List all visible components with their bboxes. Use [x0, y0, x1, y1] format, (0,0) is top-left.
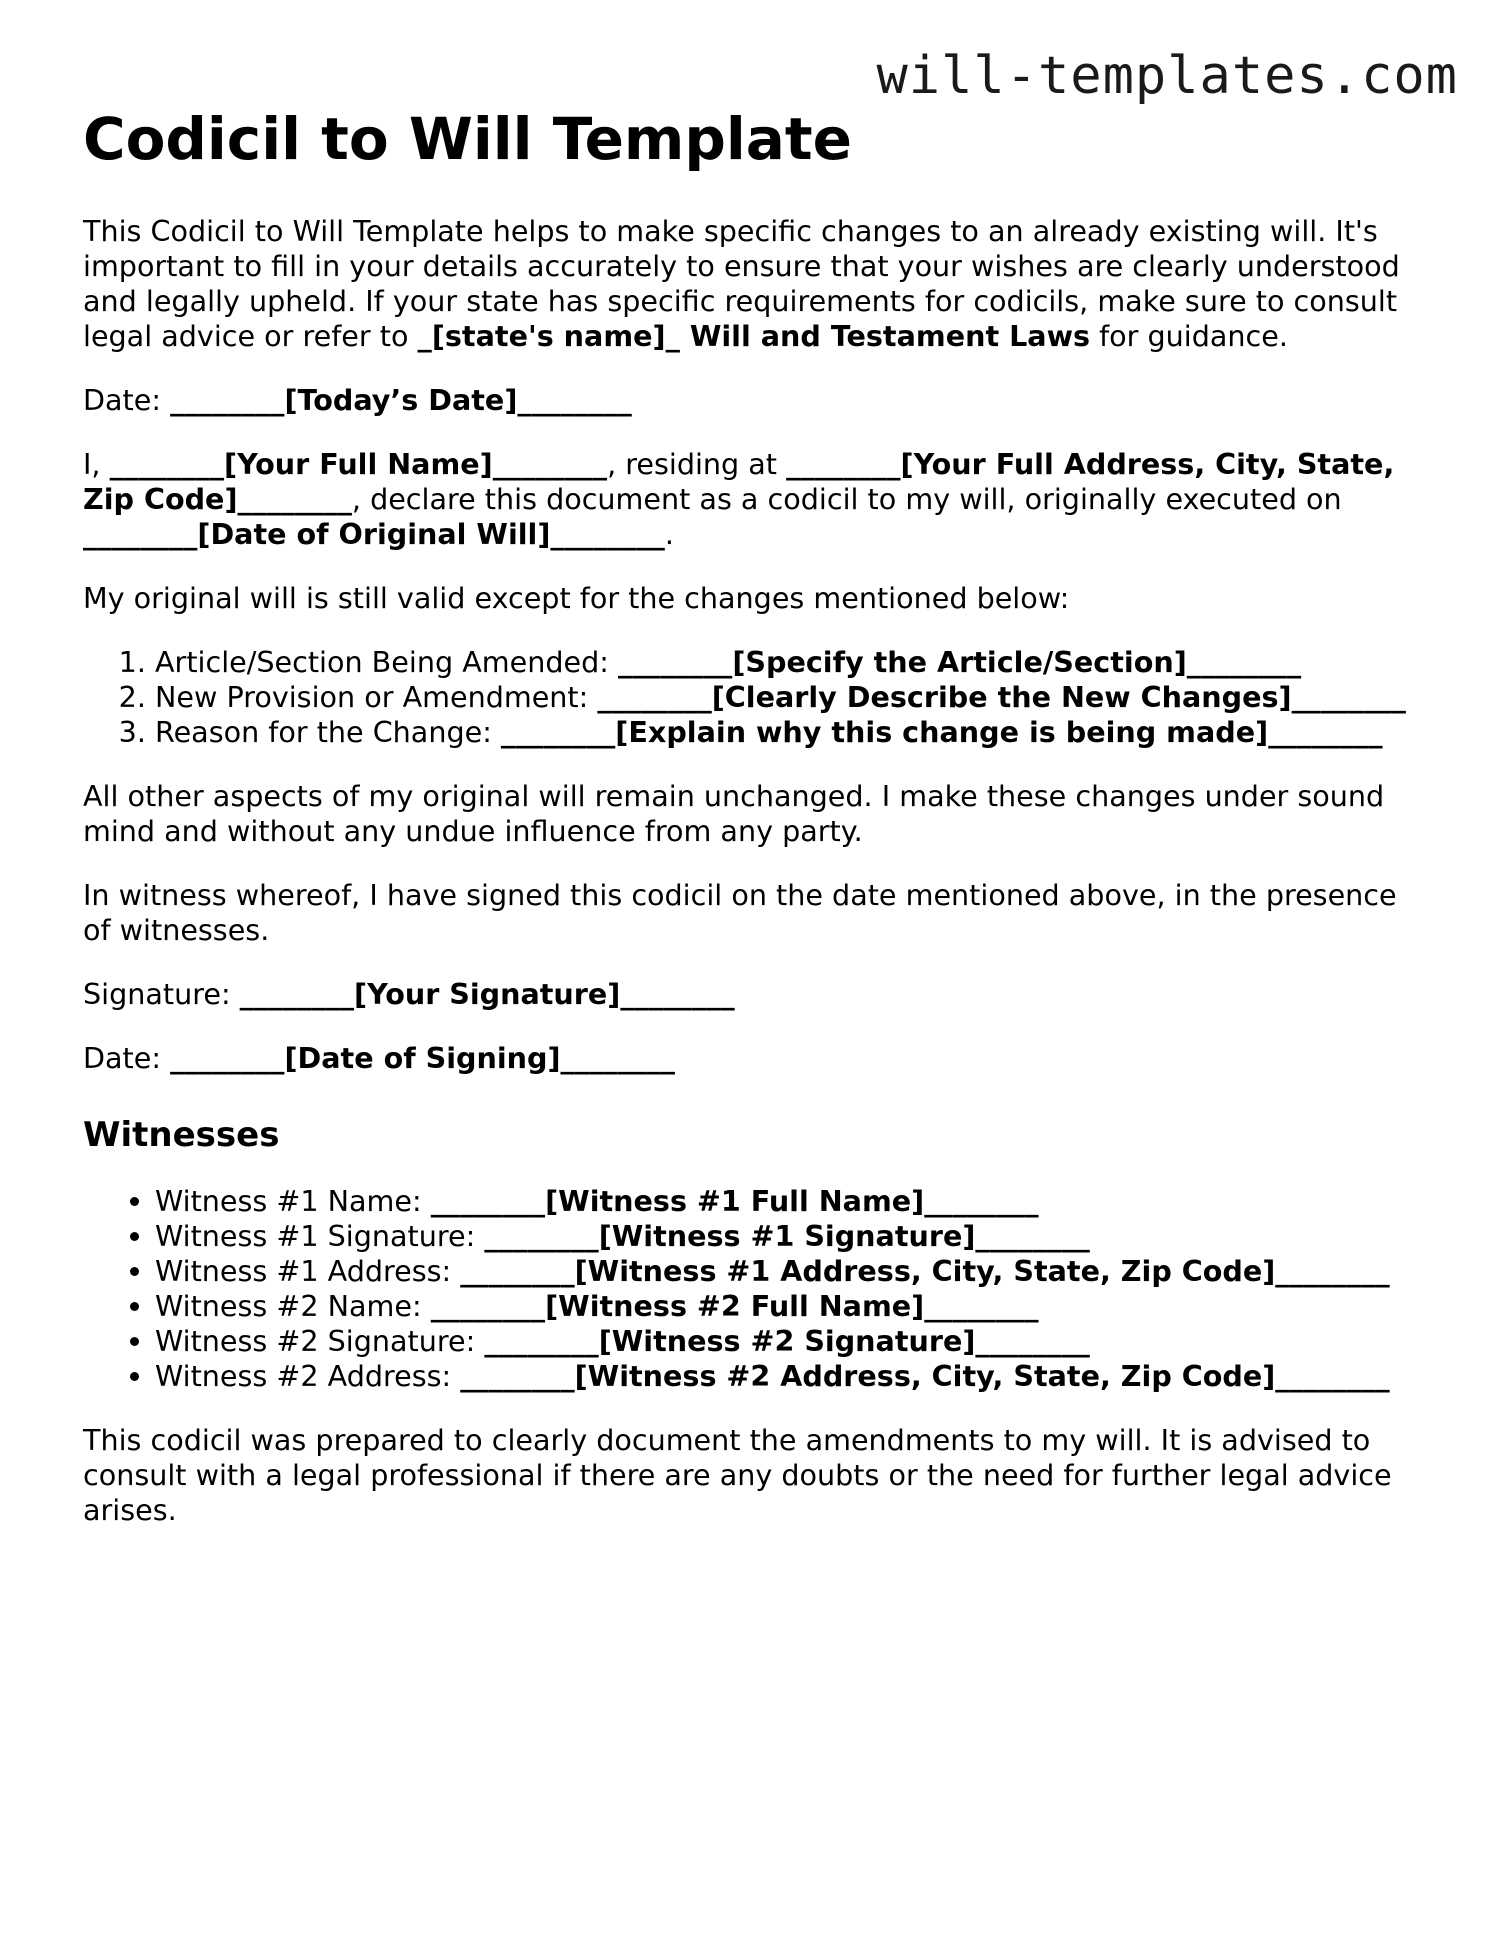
date-line: [83, 383, 1415, 418]
witness-item: [155, 1289, 1415, 1324]
amendment-item: [155, 645, 1415, 680]
signing-date-field: ________[Date of Signing]________: [170, 1041, 675, 1075]
declaration-part-2: , residing at: [607, 447, 787, 481]
state-laws-reference: _[state's name]_ Will and Testament Laws: [417, 319, 1091, 353]
signature-field: ________[Your Signature]________: [239, 977, 735, 1011]
witness-label: Witness #1 Address:: [155, 1254, 461, 1288]
todays-date-field: ________[Today’s Date]________: [170, 383, 632, 417]
date-label: Date:: [83, 383, 171, 417]
amendment-label: New Provision or Amendment:: [155, 680, 598, 714]
site-watermark: will-templates.com: [876, 46, 1458, 106]
declaration-part-4: .: [664, 517, 674, 551]
witness-field: ________[Witness #2 Address, City, State, Zip Code]________: [460, 1359, 1390, 1393]
amendment-label: Article/Section Being Amended:: [155, 645, 618, 679]
witness-item: [155, 1254, 1415, 1289]
document-title: Codicil to Will Template: [83, 105, 852, 173]
witness-label: Witness #2 Address:: [155, 1359, 461, 1393]
amendment-item: [155, 680, 1415, 715]
witness-field: ________[Witness #1 Full Name]________: [430, 1184, 1039, 1218]
witness-whereof-statement: In witness whereof, I have signed this codicil on the date mentioned above, in the presence of witnesses.: [83, 878, 1397, 947]
witness-label: Witness #2 Signature:: [155, 1324, 485, 1358]
witness-item: [155, 1219, 1415, 1254]
witness-field: ________[Witness #2 Signature]________: [484, 1324, 1090, 1358]
amendments-list: [83, 645, 1415, 750]
document-body: [83, 104, 1415, 1557]
intro-text: This Codicil to Will Template helps to make specific changes to an already existing will. It's important to fill in your details accurately to ensure that your wishes are clearly understood and legally upheld. If your state has specific requirements for codicils, make sure to consult legal advice or refer to: [83, 214, 1400, 353]
signing-date-line: [83, 1041, 1415, 1076]
amendment-field: ________[Specify the Article/Section]________: [617, 645, 1302, 679]
witness-item: [155, 1184, 1415, 1219]
declaration-paragraph: [83, 447, 1415, 552]
amendment-label: Reason for the Change:: [155, 715, 501, 749]
intro-tail: for guidance.: [1090, 319, 1288, 353]
witnesses-list: [83, 1184, 1415, 1394]
amendment-field: ________[Clearly Describe the New Changes]________: [597, 680, 1406, 714]
witness-field: ________[Witness #1 Signature]________: [484, 1219, 1090, 1253]
witness-item: [155, 1324, 1415, 1359]
witness-field: ________[Witness #1 Address, City, State, Zip Code]________: [460, 1254, 1390, 1288]
full-name-field: ________[Your Full Name]________: [109, 447, 608, 481]
declaration-part-1: I,: [83, 447, 110, 481]
closing-paragraph: This codicil was prepared to clearly document the amendments to my will. It is advised to consult with a legal professional if there are any doubts or the need for further legal advice arises.: [83, 1423, 1392, 1527]
validity-statement: My original will is still valid except for the changes mentioned below:: [83, 581, 1070, 615]
witness-label: Witness #1 Name:: [155, 1184, 431, 1218]
amendment-item: [155, 715, 1415, 750]
witness-field: ________[Witness #2 Full Name]________: [430, 1289, 1039, 1323]
witness-item: [155, 1359, 1415, 1394]
witness-label: Witness #2 Name:: [155, 1289, 431, 1323]
original-will-date-field: ________[Date of Original Will]________: [83, 517, 665, 551]
signature-line: [83, 977, 1415, 1012]
intro-paragraph: [83, 214, 1415, 354]
declaration-part-3: , declare this document as a codicil to my will, originally executed on: [351, 482, 1342, 516]
full-address-field: ________[Your Full Address, City, State, Zip Code]________: [83, 447, 1395, 516]
amendment-field: ________[Explain why this change is being made]________: [500, 715, 1383, 749]
signature-label: Signature:: [83, 977, 240, 1011]
witness-label: Witness #1 Signature:: [155, 1219, 485, 1253]
signing-date-label: Date:: [83, 1041, 171, 1075]
witnesses-heading: Witnesses: [83, 1115, 280, 1155]
unchanged-statement: All other aspects of my original will remain unchanged. I make these changes under sound mind and without any undue influence from any party.: [83, 779, 1385, 848]
